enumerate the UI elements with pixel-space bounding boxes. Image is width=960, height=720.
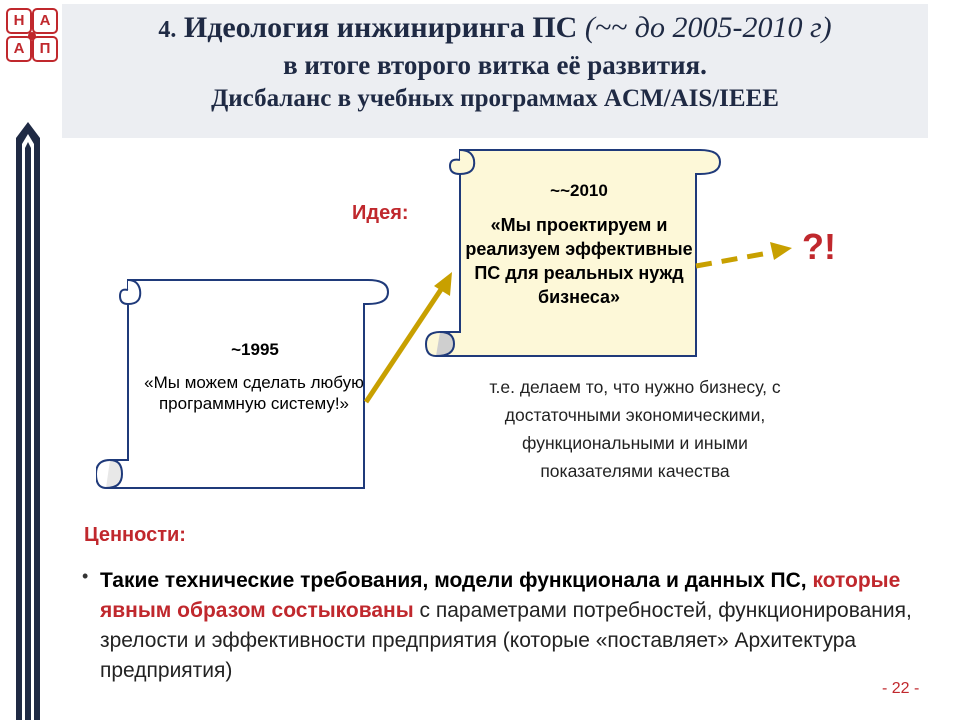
- scroll-1995-quote: «Мы можем сделать любую программную систему!»: [144, 373, 364, 413]
- scroll-1995-year: ~1995: [231, 340, 279, 359]
- bullet-rest-text: с параметрами потребностей, функционирования, зрелости и эффективности предприятия (которые «поставляет» Архитектура предприятия): [100, 599, 912, 682]
- page-number: - 22 -: [882, 680, 920, 697]
- logo-letter: П: [32, 36, 58, 62]
- slide-number-label: 4.: [158, 17, 177, 43]
- title-period: (~~ до 2005-2010 г): [584, 11, 832, 44]
- values-bullet: [100, 566, 950, 686]
- values-title: Ценности:: [84, 524, 186, 546]
- bullet-icon: •: [82, 566, 89, 586]
- bullet-bold-text: Такие технические требования, модели функционала и данных ПС,: [100, 569, 807, 592]
- scroll-2010-quote: «Мы проектируем и реализуем эффективные ПС для реальных нужд бизнеса»: [465, 215, 693, 307]
- explanation-note: т.е. делаем то, что нужно бизнесу, с достаточными экономическими, функциональными и иными показателями качества: [489, 377, 781, 481]
- bullet-highlight-text: которые явным образом состыкованы: [100, 569, 901, 622]
- arrow-up-right: [366, 272, 452, 402]
- logo-letter: А: [6, 36, 32, 62]
- idea-label: Идея:: [352, 202, 409, 224]
- title-line-2: в итоге второго витка её развития.: [283, 50, 707, 80]
- logo-letter: Н: [6, 8, 32, 34]
- dashed-arrow: [696, 242, 792, 266]
- scroll-2010-year: ~~2010: [550, 181, 608, 200]
- logo-letter: А: [32, 8, 58, 34]
- title-line-3: Дисбаланс в учебных программах ACM/AIS/IEEE: [211, 85, 779, 112]
- question-mark-label: ?!: [802, 226, 836, 267]
- title-main: Идеология инжиниринга ПС: [183, 11, 578, 44]
